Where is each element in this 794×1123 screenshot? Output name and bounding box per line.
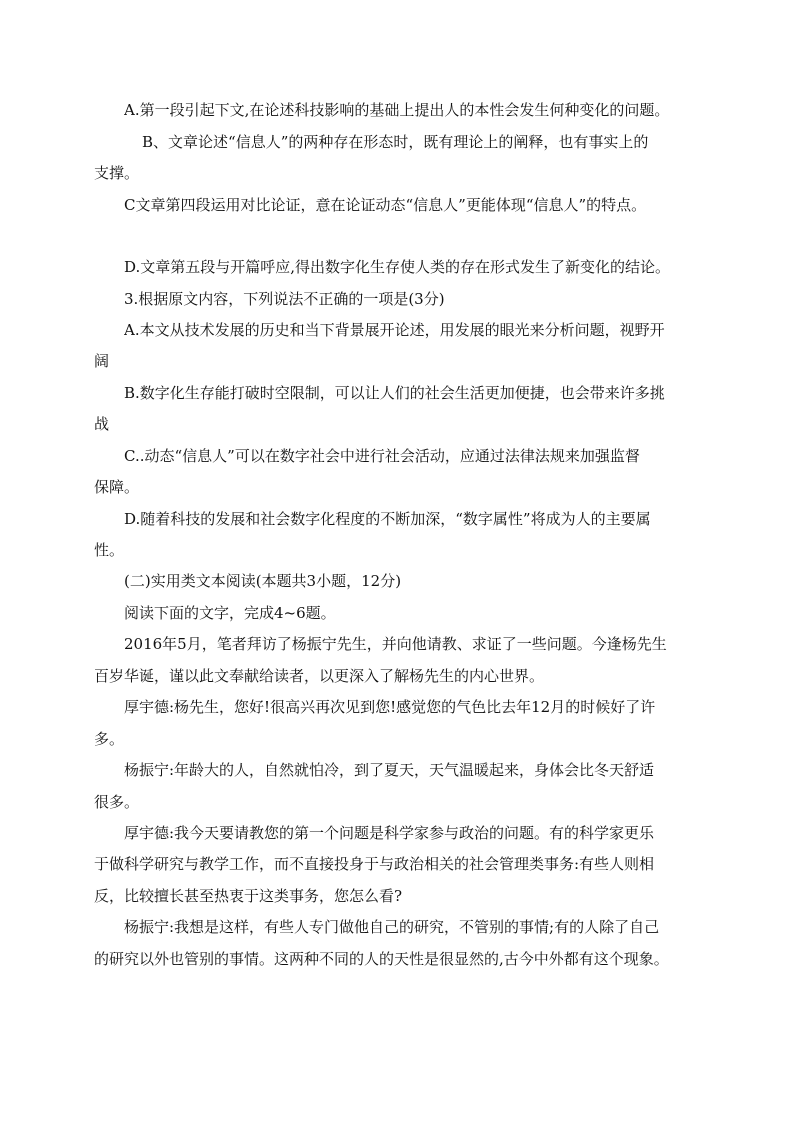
option-b-line: B、文章论述“信息人”的两种存在形态时，既有理论上的阐释，也有事实上的 (142, 133, 649, 151)
option-a-line: A.第一段引起下文,在论述科技影响的基础上提出人的本性会发生何种变化的问题。 (124, 101, 670, 119)
dialogue-hou-1-line-1: 厚宇德:杨先生，您好!很高兴再次见到您!感觉您的气色比去年12月的时候好了许 (124, 698, 656, 716)
q3-option-b-line: B.数字化生存能打破时空限制，可以让人们的社会生活更加便捷，也会带来许多挑 (124, 384, 665, 402)
question-3-heading: 3.根据原文内容，下列说法不正确的一项是(3分) (124, 290, 445, 308)
q3-option-b-continuation: 战 (94, 415, 110, 433)
q3-option-a-line: A.本文从技术发展的历史和当下背景展开论述，用发展的眼光来分析问题，视野开 (124, 321, 665, 339)
option-c-line: C文章第四段运用对比论证，意在论证动态“信息人”更能体现“信息人”的特点。 (124, 196, 647, 214)
section-2-heading: (二)实用类文本阅读(本题共3小题，12分) (124, 572, 402, 590)
intro-line-1: 2016年5月，笔者拜访了杨振宁先生，并向他请教、求证了一些问题。今逢杨先生 (124, 635, 667, 653)
dialogue-hou-2-line-2: 于做科学研究与教学工作，而不直接投身于与政治相关的社会管理类事务:有些人则相 (94, 855, 655, 873)
dialogue-hou-2-line-1: 厚宇德:我今天要请教您的第一个问题是科学家参与政治的问题。有的科学家更乐 (124, 824, 655, 842)
dialogue-yang-1-line-2: 很多。 (94, 793, 140, 811)
q3-option-a-continuation: 阔 (94, 352, 110, 370)
intro-line-2: 百岁华诞，谨以此文奉献给读者，以更深入了解杨先生的内心世界。 (94, 667, 545, 685)
q3-option-d-line: D.随着科技的发展和社会数字化程度的不断加深，“数字属性”将成为人的主要属 (124, 510, 651, 528)
q3-option-c-line: C..动态“信息人”可以在数字社会中进行社会活动，应通过法律法规来加强监督 (124, 447, 640, 465)
dialogue-yang-2-line-1: 杨振宁:我想是这样，有些人专门做他自己的研究，不管别的事情;有的人除了自己 (124, 918, 660, 936)
option-b-continuation: 支撑。 (94, 164, 140, 182)
q3-option-c-continuation: 保障。 (94, 478, 140, 496)
dialogue-yang-2-line-2: 的研究以外也管别的事情。这两种不同的人的天性是很显然的,古今中外都有这个现象。 (94, 950, 669, 968)
dialogue-hou-2-line-3: 反，比较擅长甚至热衷于这类事务，您怎么看? (94, 887, 403, 905)
dialogue-hou-1-line-2: 多。 (94, 730, 125, 748)
reading-instruction: 阅读下面的文字，完成4~6题。 (124, 604, 336, 622)
option-d-line: D.文章第五段与开篇呼应,得出数字化生存使人类的存在形式发生了新变化的结论。 (124, 258, 671, 276)
q3-option-d-continuation: 性。 (94, 541, 125, 559)
dialogue-yang-1-line-1: 杨振宁:年龄大的人，自然就怕冷，到了夏天，天气温暖起来，身体会比冬天舒适 (124, 761, 655, 779)
